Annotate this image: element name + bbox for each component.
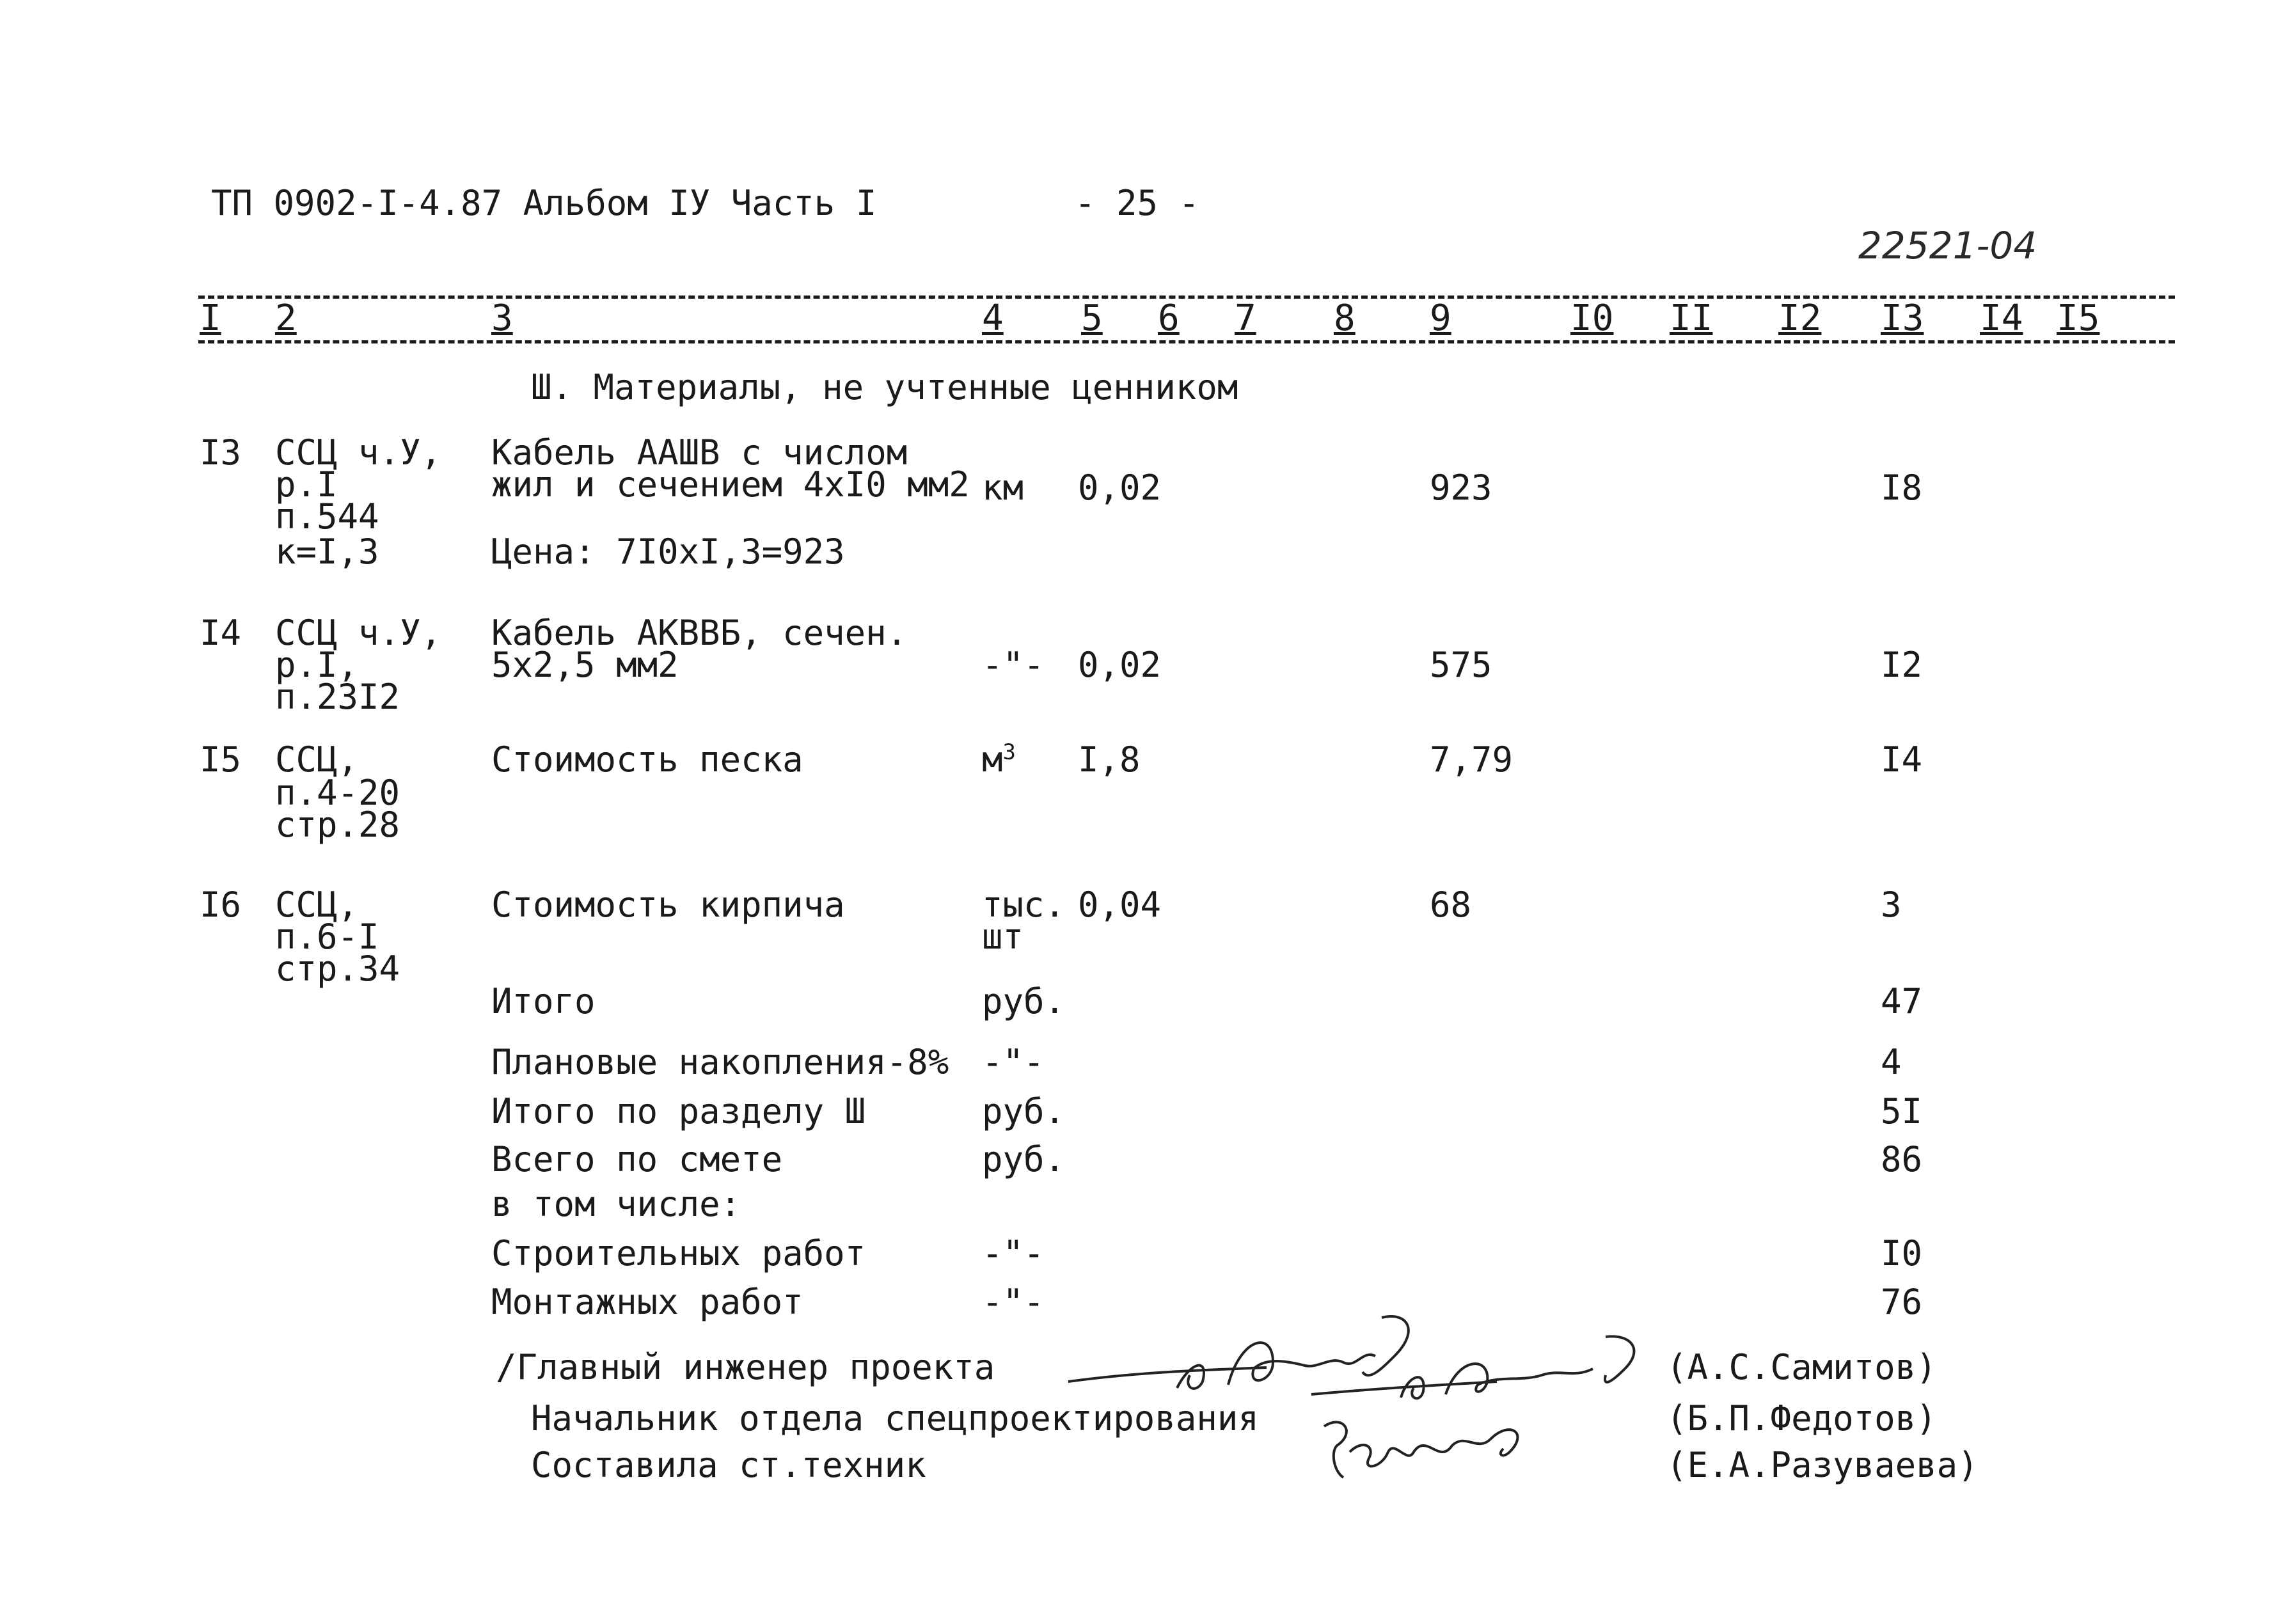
column-header-row — [0, 299, 2276, 344]
row-price: 575 — [1430, 645, 1492, 685]
summary-label: Плановые накопления-8% — [491, 1042, 949, 1082]
summary-total: 4 — [1881, 1042, 1902, 1082]
unit-superscript: 3 — [1002, 739, 1016, 765]
column-header-10: I0 — [1570, 297, 1614, 339]
column-header-4: 4 — [982, 297, 1004, 339]
row-total: I2 — [1881, 645, 1923, 685]
signatory-role: /Главный инженер проекта — [496, 1347, 995, 1387]
summary-unit: -"- — [982, 1042, 1045, 1082]
row-unit: -"- — [982, 645, 1045, 685]
summary-total: 86 — [1881, 1139, 1923, 1179]
row-quantity: 0,04 — [1078, 885, 1162, 925]
column-header-5: 5 — [1081, 297, 1103, 339]
row-total: I8 — [1881, 468, 1923, 508]
column-header-15: I5 — [2057, 297, 2100, 339]
row-reference: р.I — [275, 464, 338, 505]
row-number: I5 — [200, 739, 242, 780]
row-name: жил и сечением 4хI0 мм2 — [491, 464, 970, 505]
row-total: 3 — [1881, 885, 1902, 925]
row-name: 5х2,5 мм2 — [491, 645, 679, 685]
page-number: - 25 - — [1075, 183, 1200, 223]
column-header-7: 7 — [1235, 297, 1256, 339]
row-number: I6 — [200, 885, 242, 925]
row-reference: п.544 — [275, 496, 379, 537]
signatory-role: Начальник отдела спецпроектирования — [531, 1398, 1259, 1439]
row-unit: $м^3$ — [982, 739, 1016, 780]
column-header-3: 3 — [491, 297, 513, 339]
column-header-14: I4 — [1980, 297, 2023, 339]
row-reference: ССЦ ч.У, — [275, 432, 442, 473]
summary-label: Монтажных работ — [491, 1282, 803, 1322]
summary-label: Строительных работ — [491, 1233, 866, 1273]
summary-label: Всего по смете — [491, 1139, 783, 1179]
row-price: 923 — [1430, 468, 1492, 508]
row-unit: км — [982, 468, 1024, 508]
section-title: Ш. Материалы, не учтенные ценником — [531, 367, 1238, 407]
signature-department-head — [1305, 1330, 1663, 1414]
column-header-1: I — [200, 297, 221, 339]
row-note: Цена: 7I0хI,3=923 — [491, 532, 845, 572]
summary-total: 47 — [1881, 981, 1923, 1021]
column-header-6: 6 — [1158, 297, 1180, 339]
column-header-13: I3 — [1881, 297, 1924, 339]
summary-total: 5I — [1881, 1091, 1923, 1131]
summary-total: I0 — [1881, 1233, 1923, 1273]
row-quantity: 0,02 — [1078, 645, 1162, 685]
summary-label: Итого по разделу Ш — [491, 1091, 866, 1131]
row-price: 68 — [1430, 885, 1472, 925]
row-name: Стоимость песка — [491, 739, 803, 780]
summary-total: 76 — [1881, 1282, 1923, 1322]
signatory-name: (Е.А.Разуваева) — [1666, 1445, 1979, 1485]
row-reference: стр.28 — [275, 805, 400, 845]
row-reference: стр.34 — [275, 949, 400, 989]
column-header-8: 8 — [1334, 297, 1355, 339]
signatory-role: Составила ст.техник — [531, 1445, 926, 1485]
row-reference: ССЦ ч.У, — [275, 613, 442, 653]
row-number: I4 — [200, 613, 242, 653]
column-header-11: II — [1670, 297, 1713, 339]
header-dashed-rule — [198, 340, 2175, 343]
row-reference: ССЦ, — [275, 739, 359, 780]
signature-technician — [1318, 1407, 1535, 1490]
column-header-9: 9 — [1430, 297, 1451, 339]
row-name: Стоимость кирпича — [491, 885, 845, 925]
handwritten-document-number: 22521-04 — [1858, 224, 2037, 267]
signatory-name: (Б.П.Федотов) — [1666, 1398, 1937, 1439]
document-code: ТП 0902-I-4.87 Альбом IУ Часть I — [211, 183, 877, 223]
row-reference: п.6-I — [275, 917, 379, 957]
row-name: Кабель ААШВ с числом — [491, 432, 908, 473]
row-number: I3 — [200, 432, 242, 473]
row-reference: ССЦ, — [275, 885, 359, 925]
row-reference: п.4-20 — [275, 773, 400, 813]
column-header-2: 2 — [275, 297, 297, 339]
row-quantity: 0,02 — [1078, 468, 1162, 508]
summary-label: в том числе: — [491, 1184, 741, 1224]
row-price: 7,79 — [1430, 739, 1513, 780]
summary-unit: -"- — [982, 1282, 1045, 1322]
row-total: I4 — [1881, 739, 1923, 780]
summary-unit: руб. — [982, 981, 1066, 1021]
summary-unit: руб. — [982, 1139, 1066, 1179]
row-name: Кабель АКВВБ, сечен. — [491, 613, 908, 653]
summary-unit: руб. — [982, 1091, 1066, 1131]
row-unit: шт — [982, 917, 1024, 957]
row-reference: п.23I2 — [275, 677, 400, 717]
summary-unit: -"- — [982, 1233, 1045, 1273]
row-reference: р.I, — [275, 645, 359, 685]
summary-label: Итого — [491, 981, 596, 1021]
row-unit: тыс. — [982, 885, 1066, 925]
signatory-name: (А.С.Самитов) — [1666, 1347, 1937, 1387]
column-header-12: I2 — [1778, 297, 1822, 339]
row-reference: к=I,3 — [275, 532, 379, 572]
row-quantity: I,8 — [1078, 739, 1141, 780]
